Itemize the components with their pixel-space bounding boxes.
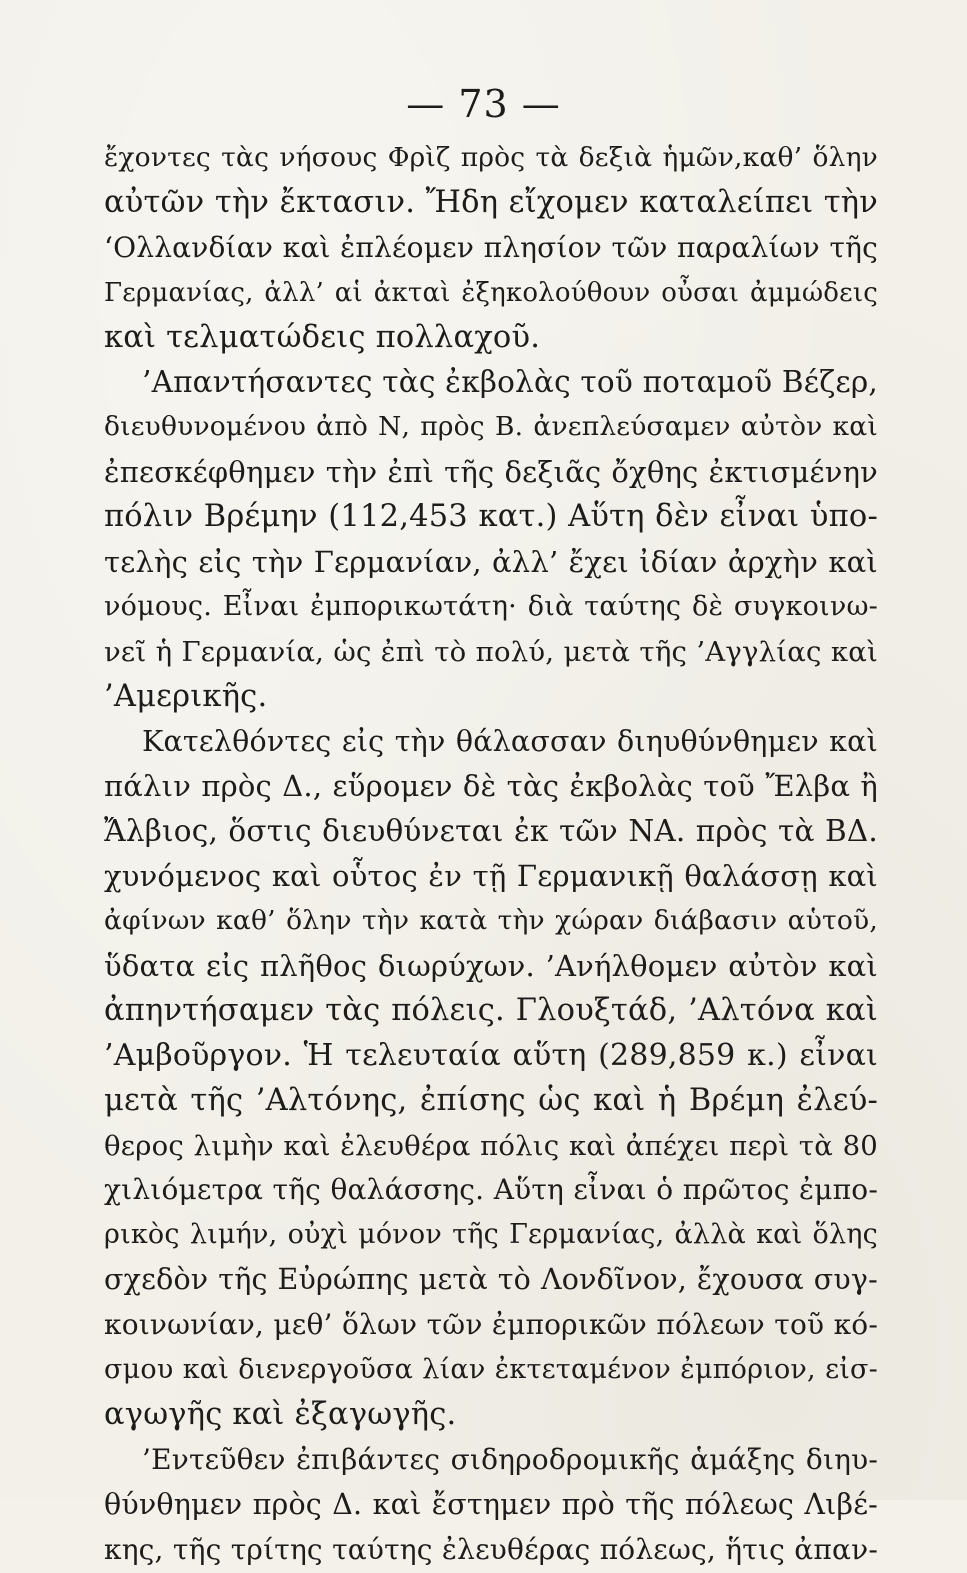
text-line: αὐτῶν τὴν ἔκτασιν. Ἤδη εἴχομεν καταλείπει τὴν: [104, 184, 878, 220]
text-line: θερος λιμὴν καὶ ἐλευθέρα πόλις καὶ ἀπέχει περὶ τὰ 80: [104, 1129, 878, 1162]
text-line: χιλιόμετρα τῆς θαλάσσης. Αὕτη εἶναι ὁ πρῶτος ἐμπο-: [104, 1173, 878, 1207]
text-line: κοινωνίαν, μεθ’ ὅλων τῶν ἐμπορικῶν πόλεων τοῦ κό-: [104, 1308, 878, 1342]
text-line: θύνθημεν πρὸς Δ. καὶ ἔστημεν πρὸ τῆς πόλεως Λιβέ-: [104, 1487, 878, 1521]
text-line: νεῖ ἡ Γερμανία, ὡς ἐπὶ τὸ πολύ, μετὰ τῆς ’Αγγλίας καὶ: [104, 635, 878, 668]
text-line: νόμους. Εἶναι ἐμπορικωτάτη· διὰ ταύτης δὲ συγκοινω-: [104, 590, 878, 622]
page-number: — 73 —: [406, 82, 561, 126]
text-line: ἀπηντήσαμεν τὰς πόλεις. Γλουξτάδ, ’Αλτόνα καὶ: [104, 992, 878, 1028]
text-line: ἔχοντες τὰς νήσους Φρὶζ πρὸς τὰ δεξιὰ ἡμῶν,καθ’ ὅλην: [104, 142, 878, 173]
text-line: διευθυνομένου ἀπὸ Ν, πρὸς Β. ἀνεπλεύσαμεν αὐτὸν καὶ: [104, 411, 878, 443]
text-line: ‘Ολλανδίαν καὶ ἐπλέομεν πλησίον τῶν παραλίων τῆς: [104, 230, 878, 264]
text-line: πάλιν πρὸς Δ., εὕρομεν δὲ τὰς ἐκβολὰς τοῦ Ἔλβα ἢ: [104, 769, 878, 804]
text-line: ’Εντεῦθεν ἐπιβάντες σιδηροδρομικῆς ἁμάξης διηυ-: [142, 1442, 878, 1476]
text-line: Ἄλβιος, ὅστις διευθύνεται ἐκ τῶν ΝΑ. πρὸς τὰ ΒΔ.: [104, 814, 878, 849]
text-line: αγωγῆς καὶ ἐξαγωγῆς.: [104, 1396, 457, 1432]
text-line: ὕδατα εἰς πλῆθος διωρύχων. ’Ανήλθομεν αὐτὸν καὶ: [104, 949, 878, 984]
body-text: [104, 136, 878, 1573]
text-line: τελὴς εἰς τὴν Γερμανίαν, ἀλλ’ ἔχει ἰδίαν ἀρχὴν καὶ: [104, 545, 878, 580]
text-line: ἐπεσκέφθημεν τὴν ἐπὶ τῆς δεξιᾶς ὄχθης ἐκτισμένην: [104, 455, 878, 490]
text-line: Γερμανίας, ἀλλ’ αἱ ἀκταὶ ἐξηκολούθουν οὖσαι ἀμμώδεις: [104, 277, 878, 308]
text-line: ’Αμβοῦργον. Ἡ τελευταία αὕτη (289,859 κ.) εἶναι: [104, 1037, 878, 1073]
text-line: χυνόμενος καὶ οὗτος ἐν τῇ Γερμανικῇ θαλάσσῃ καὶ: [104, 859, 878, 894]
text-line: ρικὸς λιμήν, οὐχὶ μόνον τῆς Γερμανίας, ἀλλὰ καὶ ὅλης: [104, 1219, 878, 1251]
text-line: καὶ τελματώδεις πολλαχοῦ.: [104, 319, 541, 355]
text-line: κης, τῆς τρίτης ταύτης ἐλευθέρας πόλεως, ἥτις ἀπαν-: [104, 1532, 878, 1566]
text-line: ’Αμερικῆς.: [104, 678, 268, 714]
text-line: σχεδὸν τῆς Εὐρώπης μετὰ τὸ Λονδῖνον, ἔχουσα συγ-: [104, 1263, 878, 1297]
text-line: Κατελθόντες εἰς τὴν θάλασσαν διηυθύνθημεν καὶ: [142, 724, 878, 758]
text-line: πόλιν Βρέμην (112,453 κατ.) Αὕτη δὲν εἶναι ὑπο-: [104, 499, 878, 535]
text-line: σμου καὶ διενεργοῦσα λίαν ἐκτεταμένον ἐμπόριον, εἰσ-: [104, 1354, 878, 1386]
text-line: μετὰ τῆς ’Αλτόνης, ἐπίσης ὡς καὶ ἡ Βρέμη ἐλεύ-: [104, 1082, 878, 1118]
text-line: ’Απαντήσαντες τὰς ἐκβολὰς τοῦ ποταμοῦ Βέζερ,: [142, 365, 878, 400]
text-line: ἀφίνων καθ’ ὅλην τὴν κατὰ τὴν χώραν διάβασιν αὑτοῦ,: [104, 905, 878, 937]
